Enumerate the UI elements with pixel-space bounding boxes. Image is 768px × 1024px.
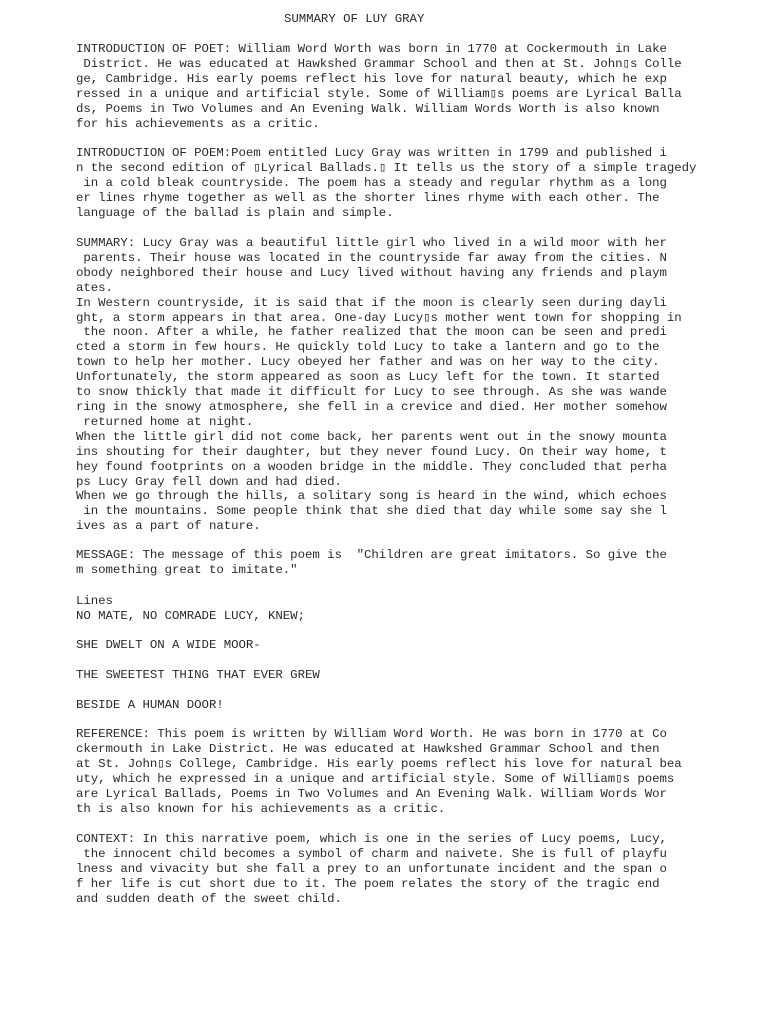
- document-page: [76, 12, 736, 906]
- context-paragraph: CONTEXT: In this narrative poem, which is one in the series of Lucy poems, Lucy, the innocent child becomes a symbol of charm and naivete. She is full of playfu lness and vivacity but she fall a prey to an unfortunate incident and the span o f her life is cut short due to it. The poem relates the story of the tragic end and sudden death of the sweet child.: [76, 832, 667, 906]
- intro-poem-paragraph: INTRODUCTION OF POEM:Poem entitled Lucy Gray was written in 1799 and published i n the second edition of ▯Lyrical Ballads.▯ It tells us the story of a simple tragedy in a cold bleak countryside. The poem has a steady and regular rhythm as a long er lines rhyme together as well as the shorter lines rhyme with each other. The language of the ballad is plain and simple.: [76, 146, 697, 220]
- message-paragraph: MESSAGE: The message of this poem is "Children are great imitators. So give the m something great to imitate.": [76, 548, 667, 577]
- poem-line-3: THE SWEETEST THING THAT EVER GREW: [76, 668, 320, 682]
- document-title: SUMMARY OF LUY GRAY: [284, 12, 425, 26]
- reference-paragraph: REFERENCE: This poem is written by William Word Worth. He was born in 1770 at Co ckermouth in Lake District. He was educated at Hawkshed Grammar School and then at St. John▯s College, Cambridge. His early poems reflect his love for natural bea uty, which he expressed in a unique and artificial style. Some of William▯s poems are Lyrical Ballads, Poems in Two Volumes and An Evening Walk. William Words Wor th is also known for his achievements as a critic.: [76, 727, 682, 816]
- intro-poet-paragraph: INTRODUCTION OF POET: William Word Worth was born in 1770 at Cockermouth in Lake District. He was educated at Hawkshed Grammar School and then at St. John▯s Colle ge, Cambridge. His early poems reflect his love for natural beauty, which he exp ressed in a unique and artificial style. Some of William▯s poems are Lyrical Balla ds, Poems in Two Volumes and An Evening Walk. William Words Worth is also known for his achievements as a critic.: [76, 42, 682, 131]
- lines-paragraph: Lines NO MATE, NO COMRADE LUCY, KNEW;: [76, 594, 305, 623]
- poem-line-2: SHE DWELT ON A WIDE MOOR-: [76, 638, 261, 652]
- poem-line-4: BESIDE A HUMAN DOOR!: [76, 698, 224, 712]
- summary-paragraph: SUMMARY: Lucy Gray was a beautiful little girl who lived in a wild moor with her parents. Their house was located in the countryside far away from the cities. N obody neighbored their house and Lucy lived without having any friends and playm ates. In Western countryside, it is said that if the moon is clearly seen during dayli ght, a storm appears in that area. One-day Lucy▯s mother went town for shopping in the noon. After a while, he father realized that the moon can be seen and predi cted a storm in few hours. He quickly told Lucy to take a lantern and go to the town to help her mother. Lucy obeyed her father and was on her way to the city. Unfortunately, the storm appeared as soon as Lucy left for the town. It started to snow thickly that made it difficult for Lucy to see through. As she was wande ring in the snowy atmosphere, she fell in a crevice and died. Her mother somehow returned home at night. When the little girl did not come back, her parents went out in the snowy mounta ins shouting for their daughter, but they never found Lucy. On their way home, t hey found footprints on a wooden bridge in the middle. They concluded that perha ps Lucy Gray fell down and had died. When we go through the hills, a solitary song is heard in the wind, which echoes in the mountains. Some people think that she died that day while some say she l ives as a part of nature.: [76, 236, 682, 534]
